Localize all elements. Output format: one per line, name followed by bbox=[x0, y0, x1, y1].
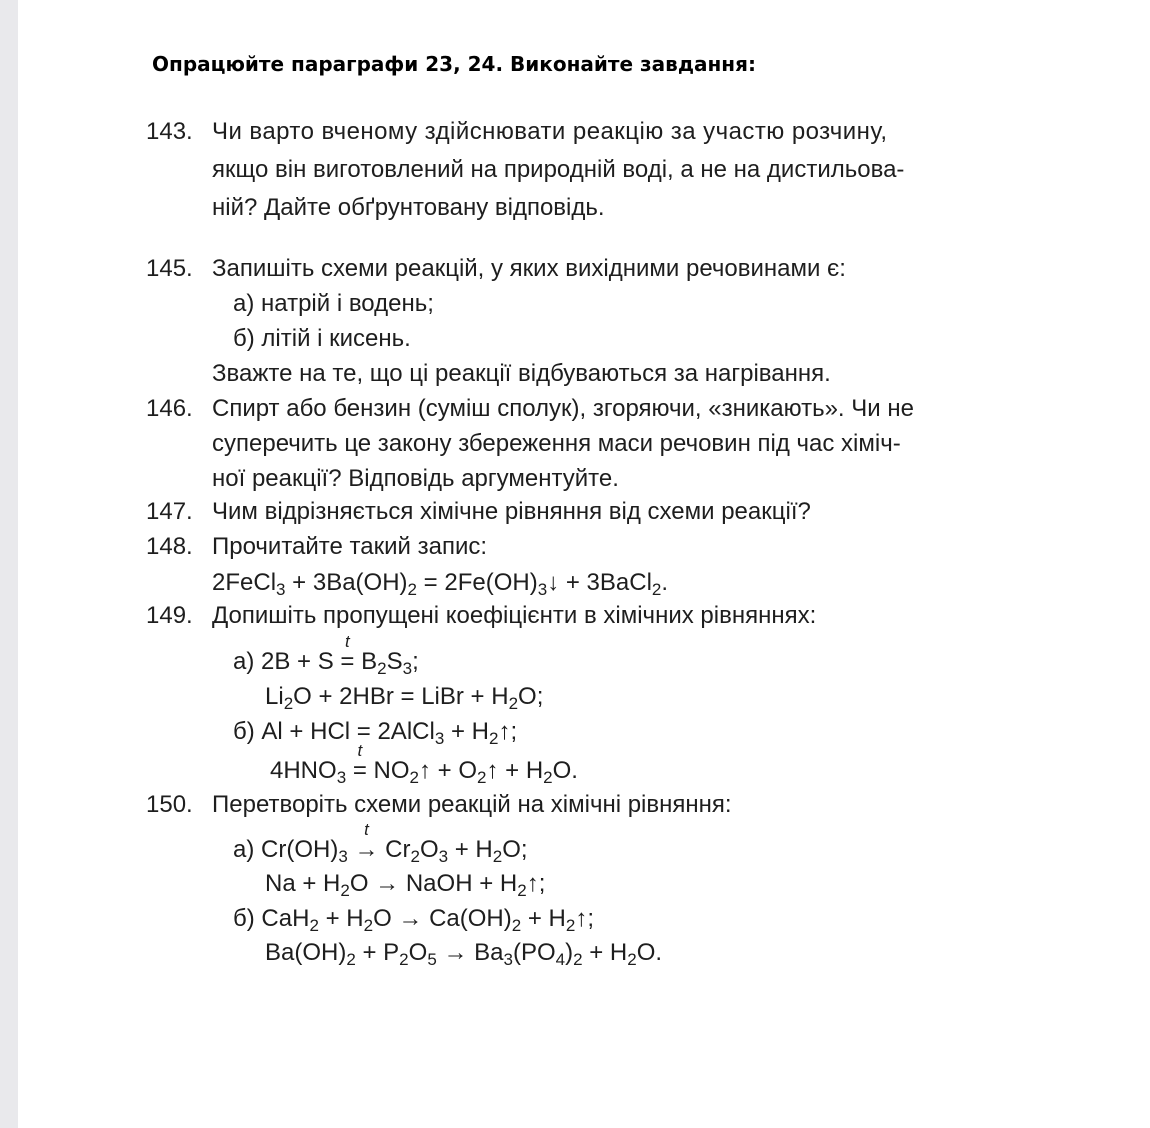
task-143-line-1: Чи варто вченому здійснювати реакцію за участю розчину, bbox=[212, 118, 888, 145]
task-150-equation-b1: б) $CaH_2 + H_2O \to Ca(OH)_2$ + $H_2↑$; bbox=[233, 905, 595, 935]
task-149-equation-b2: $4HNO_3$ = t $NO_2↑$ + $O_2↑ + H_2O$. bbox=[270, 741, 578, 787]
page-heading: Опрацюйте параграфи 23, 24. Виконайте завдання: bbox=[152, 52, 756, 76]
heat-condition-label: t bbox=[345, 632, 350, 651]
heat-condition-label: t bbox=[364, 820, 369, 839]
task-146-line-1: Спирт або бензин (суміш сполук), згоряючи, «зникають». Чи не bbox=[212, 395, 914, 422]
task-149-label-a: а) bbox=[233, 648, 255, 675]
task-145-option-a: а) натрій і водень; bbox=[233, 290, 434, 317]
task-150-label-a: а) bbox=[233, 836, 255, 863]
task-146-line-3: ної реакції? Відповідь аргументуйте. bbox=[212, 465, 619, 492]
task-143-number: 143. bbox=[146, 118, 193, 145]
task-148-line-1: Прочитайте такий запис: bbox=[212, 533, 488, 560]
task-146-line-2: суперечить це закону збереження маси речовин під час хіміч- bbox=[212, 430, 901, 457]
task-149-line-1: Допишіть пропущені коефіцієнти в хімічних рівняннях: bbox=[212, 602, 817, 629]
task-145-number: 145. bbox=[146, 255, 193, 282]
task-148-equation: 2FeCl$_3$ + $3Ba(OH)_2$ = $2Fe(OH)_3↓$ + 3BaCl$_2$. bbox=[212, 569, 669, 599]
task-145-line-1: Запишіть схеми реакцій, у яких вихідними речовинами є: bbox=[212, 255, 846, 282]
task-149-equation-a2: $Li_2O + 2HBr$ = LiBr + $H_2O$; bbox=[265, 683, 544, 713]
task-150-line-1: Перетворіть схеми реакцій на хімічні рівняння: bbox=[212, 791, 732, 818]
task-146-number: 146. bbox=[146, 395, 193, 422]
heat-condition-label: t bbox=[357, 741, 363, 760]
task-149-number: 149. bbox=[146, 602, 193, 629]
task-148-number: 148. bbox=[146, 533, 193, 560]
left-margin-bar bbox=[0, 0, 18, 1128]
task-150-number: 150. bbox=[146, 791, 193, 818]
task-143-line-2: якщо він виготовлений на природній воді, а не на дистильова- bbox=[212, 156, 905, 183]
task-149-equation-a1: а) 2B + S = t $B_2S_3$; bbox=[233, 632, 419, 678]
task-150-label-b: б) bbox=[233, 905, 255, 932]
task-145-note: Зважте на те, що ці реакції відбуваються за нагрівання. bbox=[212, 360, 831, 387]
task-143-line-3: ній? Дайте обґрунтовану відповідь. bbox=[212, 194, 605, 221]
task-149-label-b: б) bbox=[233, 718, 255, 745]
cut-off-next-line bbox=[148, 968, 1018, 978]
task-150-equation-b2: $Ba(OH)_2 + P_2O_5 \to Ba_3(PO_4)_2 + H_2O$. bbox=[265, 939, 663, 969]
task-150-equation-a1: а) $Cr(OH)_3$ → t $Cr_2O_3 + H_2O$; bbox=[233, 820, 528, 866]
task-145-option-b: б) літій і кисень. bbox=[233, 325, 411, 352]
task-147-line-1: Чим відрізняється хімічне рівняння від схеми реакції? bbox=[212, 498, 811, 525]
task-147-number: 147. bbox=[146, 498, 193, 525]
task-150-equation-a2: $Na + H_2O$ → NaOH + $H_2↑$; bbox=[265, 870, 546, 900]
task-149-equation-b1: б) Al + HCl = 2AlCl$_3$ + $H_2↑$; bbox=[233, 718, 518, 748]
